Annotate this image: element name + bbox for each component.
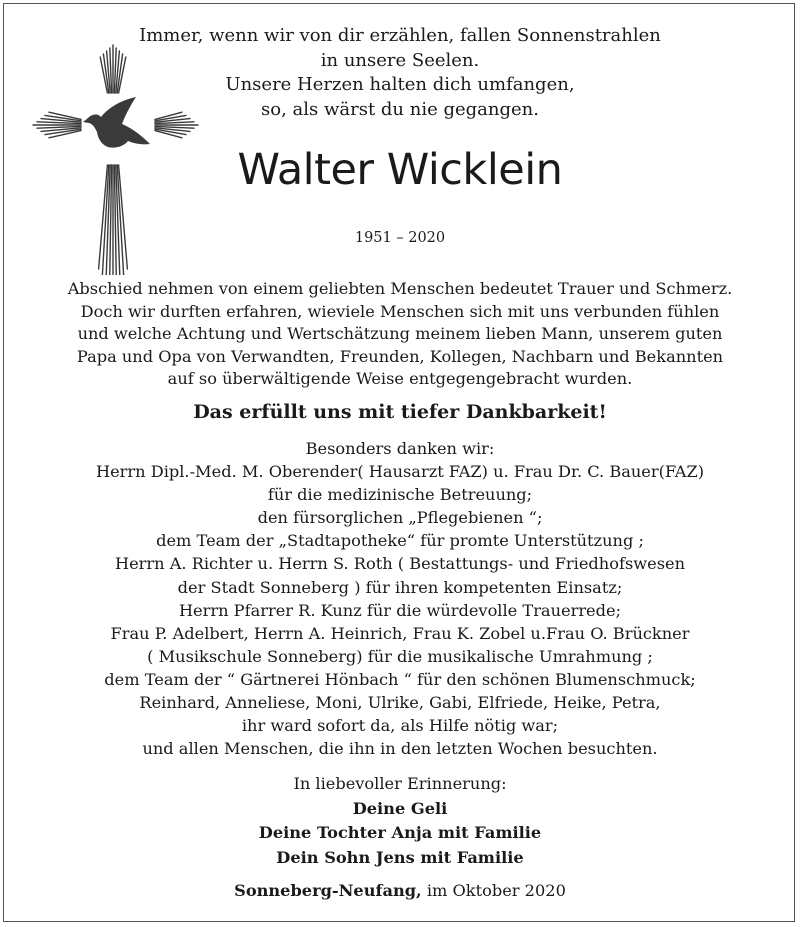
thanks-list: [40, 437, 760, 760]
thanks-line: ( Musikschule Sonneberg) für die musikalische Umrahmung ;: [147, 646, 653, 666]
body-line: Papa und Opa von Verwandten, Freunden, Kollegen, Nachbarn und Bekannten: [76, 346, 724, 366]
poem-line: in unsere Seelen.: [320, 49, 480, 71]
signature-name: Deine Geli: [352, 798, 448, 818]
thanks-line: der Stadt Sonneberg ) für ihren kompetenten Einsatz;: [177, 577, 623, 597]
poem-line: so, als wärst du nie gegangen.: [261, 98, 539, 120]
body-line: Abschied nehmen von einem geliebten Menschen bedeutet Trauer und Schmerz.: [67, 279, 733, 298]
body-line: auf so überwältigende Weise entgegengebracht wurden.: [167, 369, 633, 389]
thanks-line: Herrn Pfarrer R. Kunz für die würdevolle Trauerrede;: [178, 600, 622, 620]
signature-name: Deine Tochter Anja mit Familie: [258, 823, 542, 842]
poem: [100, 24, 700, 122]
thanks-line: dem Team der “ Gärtnerei Hönbach “ für den schönen Blumenschmuck;: [104, 669, 696, 689]
body-line: und welche Achtung und Wertschätzung meinem lieben Mann, unserem guten: [77, 324, 723, 344]
thanks-line: für die medizinische Betreuung;: [267, 485, 533, 505]
thanks-line: ihr ward sofort da, als Hilfe nötig war;: [241, 716, 559, 736]
thanks-line: den fürsorglichen „Pflegebienen “;: [257, 508, 543, 528]
body-text: [40, 278, 760, 391]
body-line: Doch wir durften erfahren, wieviele Menschen sich mit uns verbunden fühlen: [80, 301, 720, 321]
thanks-line: Herrn A. Richter u. Herrn S. Roth ( Bestattungs- und Friedhofswesen: [114, 554, 686, 574]
life-dates: 1951 – 2020: [354, 230, 446, 246]
poem-line: Immer, wenn wir von dir erzählen, fallen Sonnenstrahlen: [139, 25, 661, 46]
thanks-line: und allen Menschen, die ihn in den letzten Wochen besuchten.: [142, 739, 658, 759]
signature-block: [100, 772, 700, 870]
thanks-line: Reinhard, Anneliese, Moni, Ulrike, Gabi, Elfriede, Heike, Petra,: [139, 693, 661, 713]
place-date: [100, 881, 700, 900]
signature-name: Dein Sohn Jens mit Familie: [276, 847, 524, 867]
thanks-line: Frau P. Adelbert, Herrn A. Heinrich, Frau K. Zobel u.Frau O. Brückner: [110, 623, 690, 643]
date: im Oktober 2020: [426, 881, 566, 900]
signature-intro: In liebevoller Erinnerung:: [293, 774, 507, 793]
place: Sonneberg-Neufang,: [234, 881, 422, 900]
thanks-line: dem Team der „Stadtapotheke“ für promte Unterstützung ;: [156, 531, 644, 551]
poem-line: Unsere Herzen halten dich umfangen,: [225, 74, 575, 95]
thanks-line: Besonders danken wir:: [305, 439, 495, 458]
thanks-line: Herrn Dipl.-Med. M. Oberender( Hausarzt FAZ) u. Frau Dr. C. Bauer(FAZ): [95, 462, 705, 482]
gratitude-headline: Das erfüllt uns mit tiefer Dankbarkeit!: [193, 401, 607, 423]
deceased-name: Walter Wicklein: [237, 145, 563, 195]
